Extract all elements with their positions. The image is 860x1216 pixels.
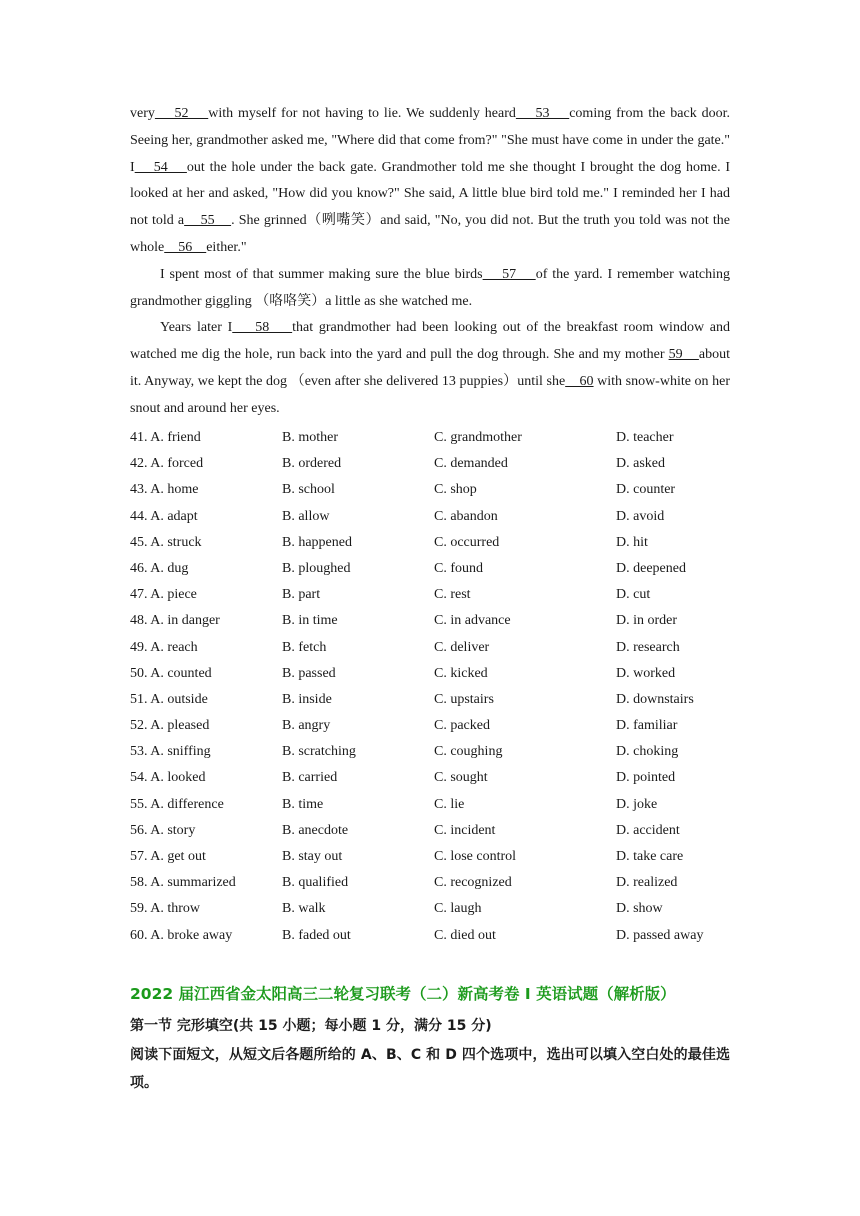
option-d: D. counter — [616, 482, 676, 498]
option-d: D. joke — [616, 796, 658, 812]
option-c: C. found — [434, 560, 483, 576]
option-d: D. familiar — [616, 718, 678, 734]
option-row — [130, 425, 730, 451]
option-a: 52. A. pleased — [130, 718, 210, 734]
option-row — [130, 530, 730, 556]
option-row — [130, 923, 730, 949]
option-d: D. avoid — [616, 508, 665, 524]
option-row — [130, 661, 730, 687]
option-a: 42. A. forced — [130, 456, 204, 472]
option-a: 56. A. story — [130, 822, 196, 838]
option-c: C. occurred — [434, 534, 500, 550]
option-a: 55. A. difference — [130, 796, 224, 812]
option-row — [130, 635, 730, 661]
option-b: B. faded out — [282, 927, 351, 943]
option-d: D. worked — [616, 665, 676, 681]
option-a: 57. A. get out — [130, 849, 206, 864]
option-b: B. inside — [282, 691, 332, 707]
option-d: D. cut — [616, 587, 651, 603]
option-d: D. realized — [616, 875, 678, 891]
option-d: D. choking — [616, 744, 679, 760]
option-a: 49. A. reach — [130, 639, 198, 655]
cloze-passage — [130, 101, 730, 423]
option-a: 58. A. summarized — [130, 875, 236, 891]
answer-options — [130, 425, 730, 949]
option-a: 51. A. outside — [130, 691, 208, 707]
option-a: 41. A. friend — [130, 430, 201, 445]
option-c: C. kicked — [434, 665, 488, 681]
option-a: 46. A. dug — [130, 560, 189, 576]
option-d: D. in order — [616, 613, 678, 629]
option-b: B. in time — [282, 613, 338, 629]
option-row — [130, 477, 730, 503]
option-row — [130, 870, 730, 896]
option-c: C. demanded — [434, 456, 508, 472]
option-c: C. shop — [434, 482, 477, 498]
option-c: C. recognized — [434, 875, 512, 891]
blank-58: 58 — [232, 320, 293, 336]
option-d: D. pointed — [616, 770, 676, 786]
option-d: D. passed away — [616, 927, 704, 943]
option-a: 48. A. in danger — [130, 613, 220, 629]
option-b: B. carried — [282, 770, 338, 786]
option-row — [130, 504, 730, 530]
passage-text: very — [130, 106, 155, 121]
passage-text: coming from the back door. Seeing her, grandmother asked me, "Where did that come from?" "She must have come in under the gate." I — [130, 106, 731, 175]
option-d: D. show — [616, 901, 663, 917]
option-b: B. part — [282, 587, 321, 603]
option-c: C. sought — [434, 770, 488, 786]
blank-60: 60 — [565, 373, 594, 389]
passage-text: of the yard. I remember watching grandmother giggling （咯咯笑）a little as she watched me. — [130, 266, 730, 309]
option-a: 44. A. adapt — [130, 508, 198, 524]
blank-53: 53 — [515, 106, 570, 121]
option-c: C. upstairs — [434, 691, 494, 707]
option-b: B. fetch — [282, 639, 327, 655]
option-row — [130, 792, 730, 818]
option-b: B. stay out — [282, 849, 343, 864]
option-c: C. lie — [434, 796, 465, 812]
option-row — [130, 608, 730, 634]
option-a: 43. A. home — [130, 482, 199, 498]
option-d: D. asked — [616, 456, 665, 472]
option-b: B. mother — [282, 430, 338, 445]
option-a: 60. A. broke away — [130, 927, 233, 943]
option-d: D. deepened — [616, 560, 686, 576]
option-row — [130, 765, 730, 791]
option-b: B. ploughed — [282, 560, 351, 576]
option-b: B. allow — [282, 508, 330, 524]
option-row — [130, 451, 730, 477]
option-a: 54. A. looked — [130, 770, 206, 786]
option-c: C. incident — [434, 822, 496, 838]
option-a: 59. A. throw — [130, 901, 200, 917]
option-c: C. coughing — [434, 744, 503, 760]
option-c: C. died out — [434, 927, 496, 943]
option-a: 47. A. piece — [130, 587, 197, 603]
option-b: B. anecdote — [282, 822, 349, 838]
blank-56: 56 — [164, 239, 207, 255]
passage-text: Years later I — [160, 320, 233, 336]
option-a: 50. A. counted — [130, 665, 212, 681]
option-row — [130, 844, 730, 870]
option-c: C. laugh — [434, 901, 482, 917]
option-d: D. teacher — [616, 430, 674, 445]
blank-57: 57 — [482, 266, 536, 282]
option-c: C. packed — [434, 718, 490, 734]
section-title: 第一节 完形填空(共 15 小题；每小题 1 分，满分 15 分) — [130, 1018, 492, 1034]
passage-text: either." — [206, 239, 247, 255]
passage-text: with snow-white on her snout and around her eyes. — [130, 373, 731, 416]
option-d: D. downstairs — [616, 691, 694, 707]
blank-59: 59 — [668, 347, 699, 363]
passage-text: . She grinned（咧嘴笑）and said, "No, you did not. But the truth you told was not the whole — [130, 213, 731, 255]
option-row — [130, 687, 730, 713]
passage-text: with myself for not having to lie. We suddenly heard — [208, 106, 516, 121]
option-b: B. time — [282, 796, 324, 812]
option-d: D. accident — [616, 822, 680, 838]
option-d: D. hit — [616, 534, 648, 550]
option-c: C. grandmother — [434, 430, 522, 445]
option-row — [130, 556, 730, 582]
blank-55: 55 — [184, 213, 232, 229]
option-d: D. take care — [616, 849, 684, 864]
passage-text: out the hole under the back gate. Grandmother told me she thought I brought the dog home. I looked at her and asked, "How did you know?" She said, A little blue bird told me." I reminded her I had not told a — [130, 159, 731, 229]
option-b: B. walk — [282, 901, 326, 917]
option-b: B. angry — [282, 718, 331, 734]
passage-text: about it. Anyway, we kept the dog （even after she delivered 13 puppies）until she — [130, 347, 730, 389]
passage-paragraph-1 — [130, 101, 730, 262]
option-row — [130, 896, 730, 922]
blank-54: 54 — [134, 159, 187, 175]
option-d: D. research — [616, 639, 680, 655]
option-c: C. abandon — [434, 508, 498, 524]
blank-52: 52 — [154, 106, 209, 121]
section-instruction: 阅读下面短文，从短文后各题所给的 A、B、C 和 D 四个选项中，选出可以填入空白处的最佳选项。 — [130, 1047, 730, 1091]
passage-text: I spent most of that summer making sure the blue birds — [160, 266, 483, 282]
passage-paragraph-3 — [130, 315, 730, 422]
option-b: B. happened — [282, 534, 352, 550]
option-c: C. in advance — [434, 613, 511, 629]
option-row — [130, 739, 730, 765]
option-c: C. deliver — [434, 639, 490, 655]
option-c: C. lose control — [434, 849, 517, 864]
option-c: C. rest — [434, 587, 471, 603]
option-row — [130, 818, 730, 844]
option-row — [130, 713, 730, 739]
option-row — [130, 582, 730, 608]
passage-text: that grandmother had been looking out of the breakfast room window and watched me dig the hole, run back into the yard and pull the dog through. She and my mother — [130, 320, 731, 363]
passage-paragraph-2 — [130, 262, 730, 316]
option-b: B. passed — [282, 665, 336, 681]
option-b: B. qualified — [282, 875, 349, 891]
option-a: 53. A. sniffing — [130, 744, 211, 760]
option-b: B. ordered — [282, 456, 342, 472]
option-b: B. school — [282, 482, 335, 498]
option-a: 45. A. struck — [130, 534, 202, 550]
exam-title: 2022 届江西省金太阳高三二轮复习联考（二）新高考卷 I 英语试题（解析版） — [130, 985, 676, 1003]
option-b: B. scratching — [282, 744, 356, 760]
